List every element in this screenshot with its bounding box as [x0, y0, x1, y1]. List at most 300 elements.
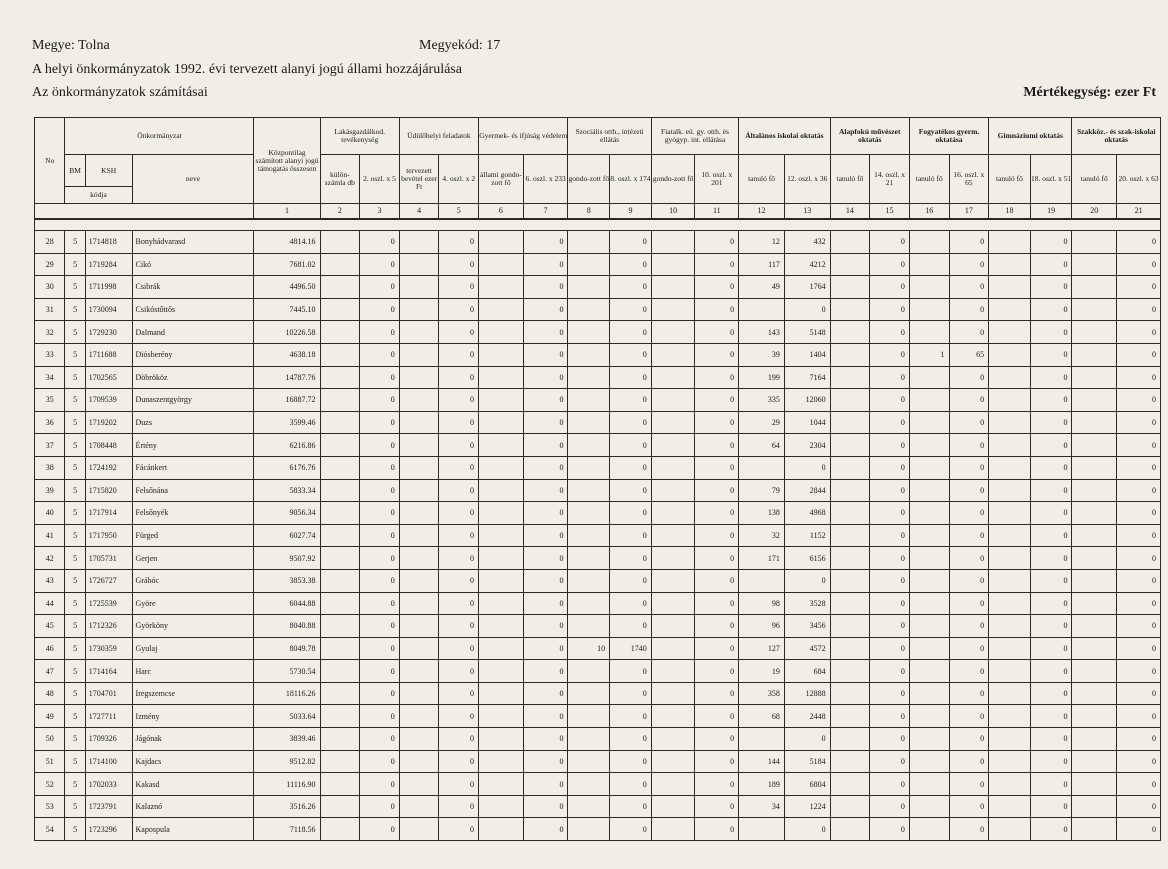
table-cell	[830, 479, 870, 502]
table-cell	[909, 682, 949, 705]
table-cell: 0	[695, 660, 739, 683]
table-cell	[909, 366, 949, 389]
table-cell: 0	[610, 479, 652, 502]
table-cell	[651, 456, 695, 479]
column-number: 13	[784, 204, 830, 220]
table-cell	[830, 705, 870, 728]
table-cell: 1044	[784, 411, 830, 434]
table-cell: 1709326	[85, 728, 132, 751]
table-cell	[479, 276, 524, 299]
table-cell: 0	[360, 479, 400, 502]
table-cell	[1072, 231, 1117, 254]
table-cell	[909, 231, 949, 254]
table-cell	[399, 456, 439, 479]
column-number: 15	[870, 204, 910, 220]
table-cell	[399, 592, 439, 615]
table-cell: 5730.54	[254, 660, 320, 683]
table-cell: Döbrököz	[132, 366, 254, 389]
table-cell: 4814.16	[254, 231, 320, 254]
table-cell	[909, 456, 949, 479]
table-cell	[989, 434, 1031, 457]
table-cell	[830, 456, 870, 479]
table-cell: 0	[695, 773, 739, 796]
table-cell: 0	[523, 818, 568, 841]
table-cell: 0	[870, 502, 910, 525]
table-cell	[651, 479, 695, 502]
table-cell: 0	[1030, 547, 1072, 570]
table-cell	[320, 389, 360, 412]
table-cell: 0	[1030, 298, 1072, 321]
table-cell: 0	[1117, 773, 1161, 796]
table-cell: 0	[695, 795, 739, 818]
table-cell	[479, 547, 524, 570]
table-cell: 0	[870, 818, 910, 841]
table-cell	[320, 524, 360, 547]
table-cell: 0	[1117, 434, 1161, 457]
table-header	[35, 118, 1161, 231]
table-row	[35, 569, 1161, 592]
table-cell: 0	[1030, 705, 1072, 728]
table-row	[35, 682, 1161, 705]
table-cell: Duzs	[132, 411, 254, 434]
table-cell: 0	[360, 705, 400, 728]
table-cell: 0	[610, 615, 652, 638]
table-cell: 8040.88	[254, 615, 320, 638]
table-cell: 0	[523, 592, 568, 615]
table-cell: 0	[1030, 682, 1072, 705]
table-cell: 0	[360, 343, 400, 366]
table-cell	[399, 615, 439, 638]
table-cell	[739, 569, 785, 592]
table-cell	[989, 343, 1031, 366]
table-row	[35, 434, 1161, 457]
table-cell	[399, 298, 439, 321]
table-cell: Csibrák	[132, 276, 254, 299]
subheader-tervezett: tervezett bevétel ezer Ft	[399, 155, 439, 204]
table-cell: Dunaszentgyörgy	[132, 389, 254, 412]
table-cell: 0	[949, 456, 989, 479]
table-cell	[909, 569, 949, 592]
table-cell: 0	[523, 547, 568, 570]
column-number: 14	[830, 204, 870, 220]
header-group-gimnaziumi: Gimnáziumi oktatás	[989, 118, 1072, 155]
table-cell: 0	[695, 298, 739, 321]
table-cell: 0	[695, 637, 739, 660]
table-cell	[320, 660, 360, 683]
table-cell: 0	[870, 456, 910, 479]
table-row	[35, 502, 1161, 525]
table-cell	[989, 547, 1031, 570]
table-cell: 0	[695, 547, 739, 570]
table-cell: 42	[35, 547, 65, 570]
subheader-c14: 14. oszl. x 21	[870, 155, 910, 204]
table-cell: Harc	[132, 660, 254, 683]
table-cell	[399, 637, 439, 660]
table-cell	[568, 389, 610, 412]
table-cell: 0	[439, 321, 479, 344]
table-cell	[651, 411, 695, 434]
table-cell	[320, 615, 360, 638]
table-cell: 0	[523, 366, 568, 389]
column-number: 3	[360, 204, 400, 220]
table-cell: 1719284	[85, 253, 132, 276]
table-cell: 5	[65, 456, 85, 479]
table-row	[35, 231, 1161, 254]
table-cell: 0	[870, 389, 910, 412]
table-cell: 0	[1030, 524, 1072, 547]
table-cell	[320, 750, 360, 773]
table-cell: 0	[523, 795, 568, 818]
table-cell	[651, 547, 695, 570]
table-cell: 0	[695, 682, 739, 705]
table-cell: 0	[695, 479, 739, 502]
table-cell	[830, 321, 870, 344]
table-cell: 0	[695, 750, 739, 773]
table-cell	[479, 343, 524, 366]
table-cell: 0	[439, 411, 479, 434]
table-cell	[651, 637, 695, 660]
table-cell: 0	[360, 615, 400, 638]
table-cell	[651, 660, 695, 683]
table-cell	[1072, 276, 1117, 299]
table-cell: 0	[949, 231, 989, 254]
table-cell: 0	[695, 231, 739, 254]
table-cell: Jágónak	[132, 728, 254, 751]
table-cell	[651, 795, 695, 818]
table-cell: 0	[439, 750, 479, 773]
table-cell: 0	[695, 366, 739, 389]
table-cell	[399, 818, 439, 841]
table-cell: 4968	[784, 502, 830, 525]
table-cell: 0	[1030, 660, 1072, 683]
table-cell: 0	[949, 276, 989, 299]
table-cell	[909, 411, 949, 434]
table-cell: 0	[523, 750, 568, 773]
table-cell: 0	[1030, 502, 1072, 525]
table-cell	[1072, 773, 1117, 796]
table-cell	[320, 434, 360, 457]
table-cell: 0	[439, 479, 479, 502]
table-cell	[568, 592, 610, 615]
table-cell: 0	[360, 569, 400, 592]
table-cell: 0	[1117, 502, 1161, 525]
subheader-kulon: külön-számla db	[320, 155, 360, 204]
table-cell	[1072, 795, 1117, 818]
table-cell	[479, 502, 524, 525]
table-cell	[479, 592, 524, 615]
table-row	[35, 547, 1161, 570]
table-cell: 30	[35, 276, 65, 299]
table-cell: 1404	[784, 343, 830, 366]
table-cell: 0	[1030, 231, 1072, 254]
table-cell: 5833.34	[254, 479, 320, 502]
table-cell	[568, 705, 610, 728]
table-cell: 2844	[784, 479, 830, 502]
table-cell: 10226.58	[254, 321, 320, 344]
table-cell: 1715820	[85, 479, 132, 502]
table-cell: 0	[360, 298, 400, 321]
table-cell: 1723296	[85, 818, 132, 841]
table-cell	[1072, 637, 1117, 660]
table-cell: 1711998	[85, 276, 132, 299]
table-cell: 3853.38	[254, 569, 320, 592]
table-cell: 0	[949, 524, 989, 547]
subheader-tanulo18: tanuló fő	[989, 155, 1031, 204]
table-cell	[909, 276, 949, 299]
table-cell: 0	[695, 456, 739, 479]
table-cell: 0	[695, 502, 739, 525]
table-cell	[1072, 366, 1117, 389]
subheader-c6: 6. oszl. x 233	[523, 155, 568, 204]
table-cell: 0	[1117, 253, 1161, 276]
table-cell: 0	[949, 592, 989, 615]
table-cell: 12	[739, 231, 785, 254]
column-number: 9	[610, 204, 652, 220]
table-cell: 0	[523, 615, 568, 638]
subheader-tanulo16: tanuló fő	[909, 155, 949, 204]
table-cell	[651, 750, 695, 773]
table-cell	[479, 524, 524, 547]
table-cell: 5	[65, 818, 85, 841]
table-cell: 0	[610, 298, 652, 321]
table-cell: 0	[523, 773, 568, 796]
table-cell	[320, 343, 360, 366]
table-cell: 0	[610, 524, 652, 547]
table-cell: 1702565	[85, 366, 132, 389]
table-cell	[479, 728, 524, 751]
table-cell	[1072, 682, 1117, 705]
table-cell	[1072, 592, 1117, 615]
table-cell: 0	[360, 253, 400, 276]
table-cell	[830, 502, 870, 525]
table-cell	[651, 298, 695, 321]
table-cell: 0	[1117, 547, 1161, 570]
table-cell	[479, 298, 524, 321]
subheader-c8: 8. oszl. x 174	[610, 155, 652, 204]
table-cell: 432	[784, 231, 830, 254]
subheader-gondo10: gondo-zott fő	[651, 155, 695, 204]
table-cell: 0	[610, 592, 652, 615]
table-cell: 16887.72	[254, 389, 320, 412]
table-cell: 0	[695, 705, 739, 728]
table-cell: Grábóc	[132, 569, 254, 592]
table-cell	[1072, 569, 1117, 592]
table-cell: 5	[65, 682, 85, 705]
table-cell: 0	[870, 231, 910, 254]
table-cell	[989, 231, 1031, 254]
table-cell: 0	[784, 298, 830, 321]
table-cell: 0	[523, 231, 568, 254]
table-cell	[568, 795, 610, 818]
table-cell	[1072, 547, 1117, 570]
column-number-blank	[35, 204, 254, 220]
table-cell: 0	[1030, 276, 1072, 299]
table-cell	[909, 773, 949, 796]
table-cell	[909, 705, 949, 728]
table-cell: 0	[523, 682, 568, 705]
table-cell	[479, 637, 524, 660]
table-cell	[651, 524, 695, 547]
table-cell: 0	[870, 615, 910, 638]
table-cell	[320, 231, 360, 254]
document-title: A helyi önkormányzatok 1992. évi tervezett alanyi jogú állami hozzájárulása	[32, 62, 462, 77]
table-cell	[320, 411, 360, 434]
table-cell	[1072, 524, 1117, 547]
column-number: 11	[695, 204, 739, 220]
header-group-gyermek: Gyermek- és ifjúság védelem	[479, 118, 568, 155]
table-cell: 0	[610, 366, 652, 389]
table-cell: 0	[1030, 592, 1072, 615]
header-onkormanyzat: Önkormányzat	[65, 118, 254, 155]
table-cell: 0	[1030, 750, 1072, 773]
table-cell: 0	[439, 637, 479, 660]
table-cell	[909, 389, 949, 412]
table-cell	[479, 253, 524, 276]
table-cell: 0	[1117, 456, 1161, 479]
table-cell: 0	[949, 818, 989, 841]
table-cell	[320, 637, 360, 660]
table-cell: 0	[949, 502, 989, 525]
table-cell	[830, 637, 870, 660]
table-cell	[1072, 615, 1117, 638]
table-cell	[830, 343, 870, 366]
table-cell: 3839.46	[254, 728, 320, 751]
table-cell	[479, 660, 524, 683]
column-number: 7	[523, 204, 568, 220]
column-number: 6	[479, 204, 524, 220]
table-cell	[568, 231, 610, 254]
table-cell: 0	[695, 321, 739, 344]
table-cell: 0	[1117, 592, 1161, 615]
table-cell: 138	[739, 502, 785, 525]
table-cell: 0	[870, 524, 910, 547]
table-cell: 0	[784, 818, 830, 841]
table-cell	[320, 728, 360, 751]
table-cell	[568, 660, 610, 683]
table-cell: 684	[784, 660, 830, 683]
table-body	[35, 231, 1161, 841]
table-cell	[479, 389, 524, 412]
table-cell: 3456	[784, 615, 830, 638]
table-cell	[989, 569, 1031, 592]
table-cell	[399, 479, 439, 502]
table-cell	[568, 298, 610, 321]
table-row	[35, 524, 1161, 547]
table-cell	[399, 750, 439, 773]
header-ksh: KSH	[85, 155, 132, 187]
table-row	[35, 321, 1161, 344]
table-cell	[830, 569, 870, 592]
table-row	[35, 366, 1161, 389]
table-cell: 1711688	[85, 343, 132, 366]
table-row	[35, 276, 1161, 299]
table-cell: 10	[568, 637, 610, 660]
table-cell	[1072, 343, 1117, 366]
table-cell	[1072, 411, 1117, 434]
table-cell: 0	[1117, 411, 1161, 434]
table-cell: 5	[65, 795, 85, 818]
table-cell: 171	[739, 547, 785, 570]
table-cell: Csikóstőttős	[132, 298, 254, 321]
table-cell: 12060	[784, 389, 830, 412]
table-cell	[909, 660, 949, 683]
table-cell: 6044.88	[254, 592, 320, 615]
subheader-c10: 10. oszl. x 201	[695, 155, 739, 204]
table-cell	[830, 366, 870, 389]
table-cell: Dalmand	[132, 321, 254, 344]
table-cell: 1764	[784, 276, 830, 299]
table-cell: 4212	[784, 253, 830, 276]
table-cell: 1717950	[85, 524, 132, 547]
table-cell: Fürged	[132, 524, 254, 547]
table-cell	[399, 728, 439, 751]
table-cell: 143	[739, 321, 785, 344]
table-cell: 5	[65, 343, 85, 366]
table-cell: 5148	[784, 321, 830, 344]
table-cell: 0	[870, 479, 910, 502]
table-cell	[739, 456, 785, 479]
table-cell: 31	[35, 298, 65, 321]
table-cell: 36	[35, 411, 65, 434]
table-cell	[320, 547, 360, 570]
header-kodja: kódja	[65, 187, 132, 204]
table-cell	[830, 795, 870, 818]
table-cell: 96	[739, 615, 785, 638]
table-row	[35, 479, 1161, 502]
table-cell	[568, 524, 610, 547]
table-cell: 0	[1117, 615, 1161, 638]
table-cell	[479, 411, 524, 434]
table-cell	[320, 298, 360, 321]
table-cell: 0	[1030, 773, 1072, 796]
table-cell: 11116.90	[254, 773, 320, 796]
table-cell: 0	[360, 389, 400, 412]
table-cell: 5	[65, 276, 85, 299]
table-cell	[479, 615, 524, 638]
table-cell: 0	[870, 366, 910, 389]
document-subtitle: Az önkormányzatok számításai	[32, 85, 208, 100]
table-cell: 1714818	[85, 231, 132, 254]
header-group-udulo: Üdülőhelyi feladatok	[399, 118, 478, 155]
table-cell	[989, 411, 1031, 434]
table-cell: 49	[739, 276, 785, 299]
table-cell: 0	[610, 773, 652, 796]
table-cell	[651, 728, 695, 751]
table-cell: 0	[610, 795, 652, 818]
table-row	[35, 456, 1161, 479]
table-cell: 0	[360, 728, 400, 751]
table-cell: 9507.92	[254, 547, 320, 570]
table-cell: 0	[870, 276, 910, 299]
table-cell: 98	[739, 592, 785, 615]
table-cell: 1224	[784, 795, 830, 818]
table-cell	[830, 231, 870, 254]
table-cell: 0	[1117, 321, 1161, 344]
table-cell: 0	[784, 569, 830, 592]
subheader-c16: 16. oszl. x 65	[949, 155, 989, 204]
subheader-c2: 2. oszl. x 5	[360, 155, 400, 204]
table-cell: 47	[35, 660, 65, 683]
table-cell: 1152	[784, 524, 830, 547]
header-group-alapfoku: Alapfokú művészet oktatás	[830, 118, 909, 155]
table-cell	[830, 276, 870, 299]
table-cell: 0	[695, 434, 739, 457]
table-cell: 0	[784, 728, 830, 751]
table-cell	[399, 660, 439, 683]
table-cell: 0	[610, 750, 652, 773]
table-cell: 3599.46	[254, 411, 320, 434]
table-cell	[399, 343, 439, 366]
